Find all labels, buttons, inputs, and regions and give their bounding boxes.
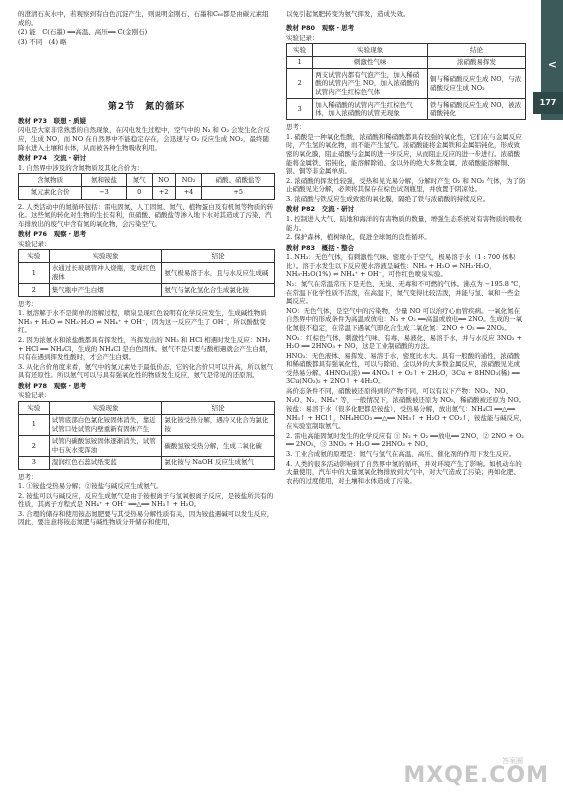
paragraph: 思考：: [18, 472, 38, 481]
paragraph: 闪电是大家非常熟悉的自然现象，在闪电发生过程中，空气中的 N₂ 和 O₂ 会发生化合反应，生成 NO，而 NO 在自然界中不能稳定存在，会迅速与 O₂ 反应生成 NO₂，最终随降水进入土壤和水体，从而被各种生物吸收利用。: [18, 126, 270, 152]
intro-line: 的澄清石灰水中，若观察到有白色沉淀产生，则说明金刚石、石墨和C₆₀都是由碳元素组成的。: [18, 10, 269, 27]
paragraph: 思考：: [286, 123, 306, 132]
table-row: [287, 99, 526, 120]
table-cell: −3: [82, 186, 127, 199]
table-header: 氨和铵盐: [82, 174, 127, 187]
table-cell: 试管内碳酸氢铵固体逐渐消失，试管中石灰水变浑浊: [49, 435, 162, 456]
table-cell: 刺激性气味: [313, 56, 428, 69]
paragraph: NO₂：红棕色气体，刺激性气味、有毒、易液化、易溶于水，并与水反应 3NO₂ + H₂O ══ 2HNO₃ + NO，这是工业制硝酸的方法。: [286, 333, 522, 351]
watermark-logo: MXQE.COM: [403, 762, 549, 788]
paragraph: HNO₃：无色液体、易挥发、易溶于水，密度比水大。具有一般酸的通性，浓硝酸和稀硝酸都具有强氧化性，可以与除铂、金以外的大多数金属反应，浓硝酸见光或受热易分解。4HNO₃(浓) ══ 4NO₂↑ + O₂↑ + 2H₂O，3Cu + 8HNO₃(稀) ══ 3Cu(NO₃)₂ + 2NO↑ + 4H₂O。: [286, 351, 520, 386]
right-intro: [286, 10, 526, 20]
intro-line: (3) 不同 (4) 略: [18, 37, 67, 46]
table-header: 实验: [287, 44, 313, 57]
paragraph: NO：无色气体，是空气中的污染物，少量 NO 可以治疗心血管疾病。一氧化氮在自然界中的形成条件为高温或放电：N₂ + O₂ ══高温或放电══ 2NO。生成的一氧化氮很不稳定，在常温下遇氧气即化合生成二氧化氮：2NO + O₂ ══ 2NO₂。: [286, 306, 523, 332]
table-header: 实验: [19, 250, 50, 263]
experiment-table-p78: [18, 401, 275, 469]
table-header: NO: [152, 174, 175, 187]
table-cell: 碳酸氢铵受热分解，生成二氧化碳: [162, 435, 275, 456]
subsection-heading: 教材 P76 观察・思考: [18, 230, 87, 239]
subsection-heading: 教材 P74 交流・研讨: [18, 154, 87, 163]
paragraph: 1. 控制进入大气、陆地和海洋的有害物质的数量，增强生态系统对有害物质的吸收能力。: [286, 214, 522, 232]
table-cell: 氯化铵受热分解，遇冷又化合为氯化铵: [162, 414, 275, 435]
paragraph: 2. 铵盐可以与碱反应，反应生成氨气是由于铵根离子与氢氧根离子反应，是铵盐所共有的性质，其离子方程式是 NH₄⁺ + OH⁻ ══△══ NH₃↑ + H₂O。: [18, 491, 274, 509]
paragraph: N₂：氮气在常温常压下是无色、无臭、无毒和不可燃的气体。沸点为 −195.8 ℃，在常温下化学性质不活泼，在高温下，氮气变得比较活泼，并能与氢、氧和一些金属反应。: [286, 280, 525, 306]
paragraph: 3. 工业合成氨的原理是：氮气与氢气在高温、高压、催化剂的作用下发生反应。: [286, 450, 516, 459]
table-header: 结论: [428, 44, 526, 57]
table-cell: 1: [287, 56, 313, 69]
paragraph: 实验记录：: [18, 391, 51, 400]
table-cell: +4: [175, 186, 202, 199]
table-header: 实验: [19, 402, 50, 415]
table-row: [19, 414, 275, 435]
table-cell: 集气瓶中产生白烟: [49, 284, 162, 297]
subsection-heading: 教材 P83 概括・整合: [286, 243, 355, 252]
paragraph: 1. 自然界中涉及的含氮物质及其化合价为：: [18, 163, 144, 172]
table-header: 氮气: [126, 174, 152, 187]
paragraph: 2. 浓硝酸的挥发性较强，受热和见光易分解，分解时产生 O₂ 和 NO₂ 气体，为了防止硝酸见光分解，必须将其保存在棕色试剂瓶里，并放置于阴凉处。: [286, 176, 526, 194]
table-header: 结论: [162, 250, 275, 263]
table-cell: 2: [287, 69, 313, 99]
table-row: [287, 69, 526, 99]
paragraph: 实验记录：: [18, 239, 51, 248]
subsection-heading: 教材 P80 观察・思考: [286, 24, 355, 32]
paragraph: 思考：: [18, 299, 38, 308]
paragraph: 实验记录：: [286, 33, 319, 42]
table-row: [19, 262, 275, 283]
table-cell: 2: [19, 435, 50, 456]
table-cell: 加入稀硝酸的试管内产生红棕色气体，加入浓硝酸的试管无现象: [313, 99, 428, 120]
paragraph: 2. 因为浓氨水和浓盐酸都具有挥发性，当挥发出的 NH₃ 和 HCl 相遇时发生反应：NH₃ + HCl ══ NH₄Cl，生成的 NH₄Cl 是白色固体。氨气不是只要与酸相遇就会产生白烟，只有在遇到挥发性酸时，才会产生白烟。: [18, 336, 272, 362]
table-cell: 0: [126, 186, 152, 199]
paragraph: 2. 人类活动中的氮循环包括：雷电固氮、人工固氮、氮气、植物蛋白及有机氮等物质的转化。这些氮的转化对生物的生长有利，但硝酸、硝酸盐等渗入地下水对其造成了污染，汽车排放出的废气中含有氮的氧化物，会污染空气。: [18, 202, 274, 228]
table-header: 实验现象: [49, 250, 162, 263]
table-cell: 2: [19, 284, 50, 297]
experiment-table-p76: [18, 249, 275, 296]
table-row: [19, 284, 275, 297]
paragraph: 2. 保护森林，植树绿化，促进全球氮的良性循环。: [286, 233, 431, 242]
section-title: 第2节 氮的循环: [107, 102, 186, 112]
table-cell: 1: [19, 414, 50, 435]
paragraph: 2. 雷电高能固氮时发生的化学反应有 ① N₂ + O₂ ══放电══ 2NO，② 2NO + O₂ ══ 2NO₂，③ 3NO₂ + H₂O ══ 2HNO₃ + NO。: [286, 431, 524, 449]
table-cell: 3: [287, 99, 313, 120]
left-intro: [18, 10, 275, 47]
paragraph: 3. 合理的储存和使用铵态氮肥要与其受热易分解性质有关，因为铵盐遇碱可以发生反应，因此，要注意将铵态氮肥与碱性物质分开储存和使用，: [18, 509, 274, 527]
paragraph: 1. ①铵盐受热易分解；②铵盐与碱反应生成氨气。: [18, 482, 163, 491]
chevron-left-icon: <: [547, 58, 557, 71]
experiment-table-p80: [286, 43, 526, 120]
nitrogen-valence-table: [18, 173, 275, 199]
right-column: [286, 22, 526, 486]
paragraph: 1. 硝酸是一种氧化性酸，浓硝酸和稀硝酸都具有较强的氧化性，它们在与金属反应时，产生氢的氧化物，而不能产生氢气。浓硝酸能将金属铁和金属铝钝化，形成致密的氧化膜，阻止硝酸与金属的进一步反应，从而阻止反应的进一步进行。浓硝酸能将金属铁、铝钝化，能溶解除铂、金以外的绝大多数金属，浓硝酸能溶解铜、银、铜等非金属单质。: [286, 132, 522, 176]
page-number: 177: [533, 92, 563, 114]
paragraph: 3. 从化合价角度来看，氨气中的氮元素处于最低价态，它的化合价只可以升高，所以氨气具有还原性。所以氨气可以与具有强氧化性的物质发生反应，氨气是常见的还原剂。: [18, 362, 274, 380]
table-cell: 氨气与氯化氢化合生成氯化铵: [162, 284, 275, 297]
table-header: 硝酸、硝酸盐等: [202, 174, 275, 187]
paragraph: 高价态条件不同，硝酸被还原得到的产物不同，可以有以下产物：NO₂、NO、N₂O、N₂、NH₄⁺ 等，一般情况下，浓硝酸被还原为 NO₂，稀硝酸被还原为 NO。: [286, 386, 526, 404]
table-cell: +5: [202, 186, 275, 199]
watermark-caption: 答案圈: [502, 756, 523, 765]
table-cell: 氨气极易溶于水，且与水反应生成碱: [162, 262, 275, 283]
table-cell: 湿润红色石蕊试纸变蓝: [49, 456, 162, 469]
table-row: [19, 435, 275, 456]
table-header: 含氮物质: [19, 174, 82, 187]
table-cell: +2: [152, 186, 175, 199]
table-cell: 铜与稀硝酸反应生成 NO，与浓硝酸反应生成 NO₂: [428, 69, 526, 99]
intro-line: 以免引起氮肥转变为氨气挥发，造成失效。: [286, 10, 410, 18]
table-cell: 3: [19, 456, 50, 469]
paragraph: 1. 氨溶解于水不是简单的溶解过程，喷泉呈现红色说明有化学反应发生，生成碱性物质 NH₃ + H₂O ⇌ NH₃·H₂O ⇌ NH₄⁺ + OH⁻，因为这一反应产生了 OH⁻，所以酚酞变红。: [18, 309, 267, 335]
table-cell: 1: [19, 262, 50, 283]
table-header: 实验现象: [313, 44, 428, 57]
paragraph: 1. NH₃：无色气体，有刺激性气味、密度小于空气，极易溶于水（1 : 700 体积比）。溶于水发生以下反应使水溶液呈碱性：NH₃ + H₂O ⇌ NH₃·H₂O，NH₃·H₂O(1%) ⇌ NH₄⁺ + OH⁻，可作红色喷泉实验。: [286, 253, 516, 279]
paragraph: 4. 人类的很多活动影响到了自然界中氮的循环，并对环境产生了影响。如机动车的大量使用，汽车中的大量氮氧化物排放到大气中，对大气造成了污染；再如化肥、农药的过度使用，对土壤和水体造成了污染。: [286, 459, 522, 485]
table-header: NO₂: [175, 174, 202, 187]
left-column: [18, 98, 275, 528]
paragraph: 3. 浓硝酸与铁反应生成致密的氧化膜，隔绝了铁与浓硝酸的持续反应。: [286, 194, 490, 203]
table-row: [287, 56, 526, 69]
paragraph: 铵盐：易溶于水（很多化肥都是铵盐），受热易分解，放出氨气：NH₄Cl ══△══ NH₃↑ + HCl↑，NH₄HCO₃ ══△══ NH₃↑ + H₂O + CO₂↑，铵盐能与碱反应，在实验室制取氨气。: [286, 405, 526, 431]
table-header: 实验现象: [49, 402, 162, 415]
table-cell: 铁与稀硝酸反应生成 NO，被浓硝酸钝化: [428, 99, 526, 120]
subsection-heading: 教材 P82 交流・研讨: [286, 205, 355, 214]
table-header: 结论: [162, 402, 275, 415]
intro-line: (2) 能 C(石墨) ══高温、高压══ C(金刚石): [18, 28, 148, 37]
subsection-heading: 教材 P73 联想・质疑: [18, 116, 87, 125]
table-cell: 氯化铵与 NaOH 反应生成氨气: [162, 456, 275, 469]
table-row: [19, 456, 275, 469]
table-cell: 浓硝酸易挥发: [428, 56, 526, 69]
subsection-heading: 教材 P78 观察・思考: [18, 381, 87, 390]
table-cell: 试管底部白色氯化铵固体消失，靠近试管口处试管内壁重新有固体产生: [49, 414, 162, 435]
table-cell: 两支试管内都有气泡产生，加入稀硝酸的试管内产生 NO，加入浓硝酸的试管内产生红棕色气体: [313, 69, 428, 99]
table-cell: 水通过长玻璃管冲入烧瓶，变成红色液体: [49, 262, 162, 283]
table-cell: 氮元素化合价: [19, 186, 82, 199]
